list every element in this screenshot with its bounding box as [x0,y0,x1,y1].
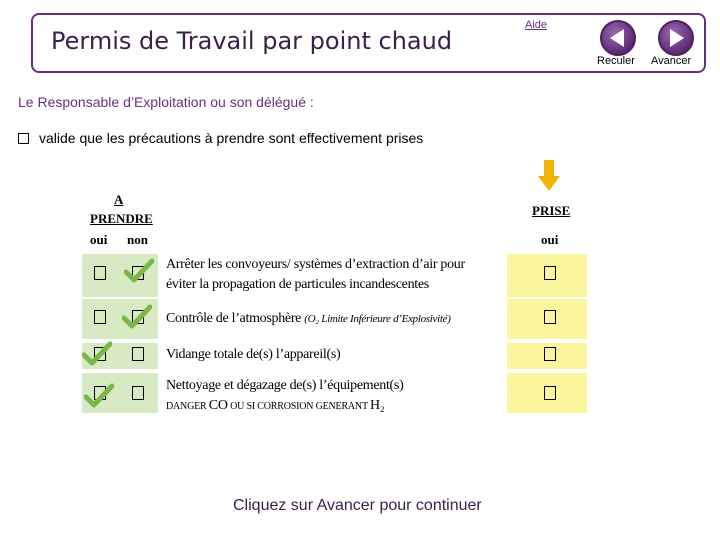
row-4-danger-note [166,398,385,414]
help-link[interactable]: Aide [525,19,548,31]
danger-prefix: DANGER [166,401,207,412]
instruction-line [18,130,423,146]
prise-header: PRISE [532,203,571,218]
row-4-label [166,376,403,396]
row-3-line1: Vidange totale de(s) l’appareil(s) [166,347,341,362]
back-label[interactable]: Reculer [597,55,635,67]
square-bullet-icon [18,133,29,144]
row-3-label [166,345,340,365]
row-2-non-checkbox[interactable] [132,310,144,324]
row-2-label [166,309,451,329]
instruction-emphasis: prises [385,130,424,146]
row-2-prise-checkbox[interactable] [544,310,556,324]
group-header-line1: A [114,192,124,207]
row-2-line1: Contrôle de l’atmosphère [166,311,302,326]
danger-co: CO [208,398,228,413]
row-4-oui-checkbox[interactable] [94,386,106,400]
row-1-prise-checkbox[interactable] [544,266,556,280]
row-1-line1: Arrêter les convoyeurs/ systèmes d’extraction d’air pour [166,257,465,272]
col-oui-header: oui [90,232,108,247]
prise-oui-header: oui [541,232,559,247]
row-1-line2: éviter la propagation de particules incandescentes [166,277,429,292]
page-title: Permis de Travail par point chaud [51,27,453,55]
forward-label[interactable]: Avancer [651,55,692,67]
group-header-line2: PRENDRE [90,211,153,226]
subtitle: Le Responsable d’Exploitation ou son délégué : [18,94,314,110]
danger-h2: H₂ [370,398,385,413]
forward-icon[interactable] [658,20,694,56]
row-2-note: (O₂ Limite Inférieure d’Explosivité) [304,313,451,325]
instruction-text: valide que les précautions à prendre sont effectivement [39,130,382,146]
row-4-non-checkbox[interactable] [132,386,144,400]
row-3-prise-checkbox[interactable] [544,347,556,361]
row-4-line1: Nettoyage et dégazage de(s) l’équipement(s) [166,378,404,393]
row-2-oui-checkbox[interactable] [94,310,106,324]
arrow-down-icon [538,160,560,192]
back-icon[interactable] [600,20,636,56]
row-1-non-checkbox[interactable] [132,266,144,280]
col-non-header: non [127,232,148,247]
row-3-oui-checkbox[interactable] [94,347,106,361]
row-3-non-checkbox[interactable] [132,347,144,361]
row-4-prise-checkbox[interactable] [544,386,556,400]
row-1-label [166,255,465,295]
danger-middle: OU SI CORROSION GENERANT [230,401,368,412]
footer-instruction: Cliquez sur Avancer pour continuer [233,497,482,514]
row-1-oui-checkbox[interactable] [94,266,106,280]
